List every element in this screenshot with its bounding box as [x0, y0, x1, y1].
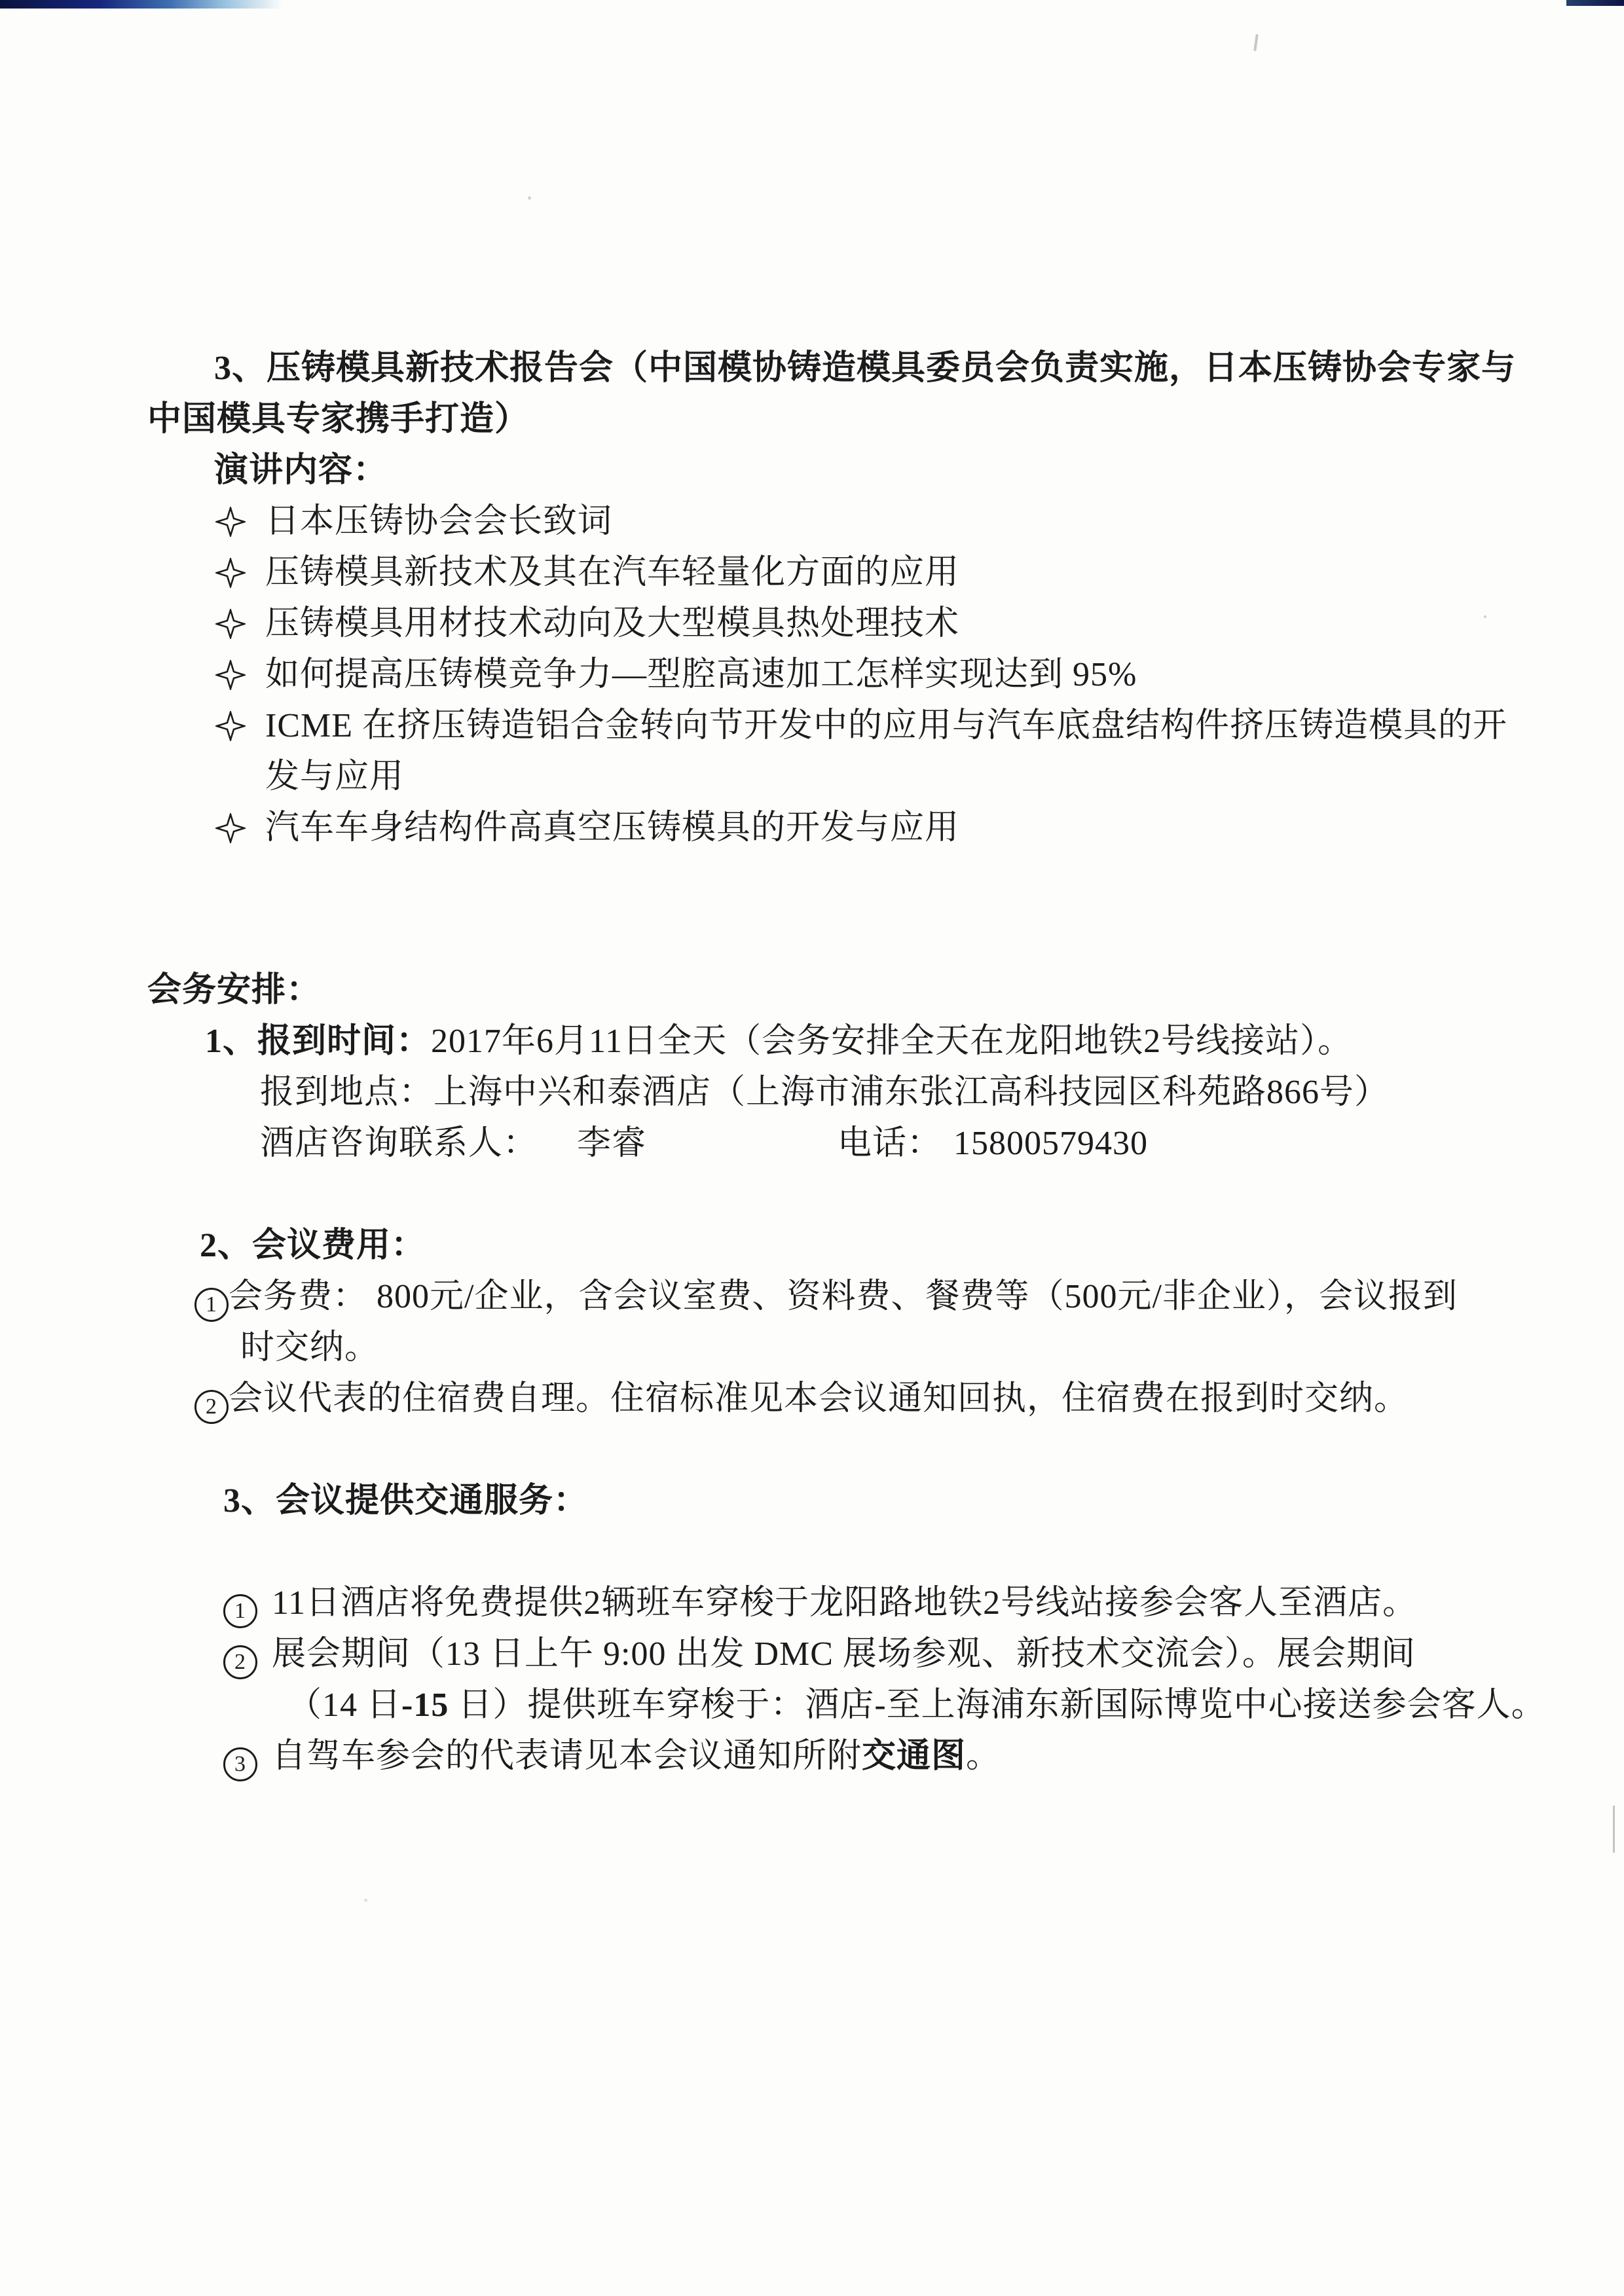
fee-item-2-text: 会议代表的住宿费自理。住宿标准见本会议通知回执，住宿费在报到时交纳。: [229, 1380, 1409, 1417]
speech-content-label: 演讲内容：: [214, 452, 388, 489]
transport-item-2-wrap-bold: -15: [401, 1686, 449, 1724]
report-heading-line2: 中国模具专家携手打造）: [147, 401, 530, 438]
transport-item-2-wrap-pre: （14 日: [287, 1686, 402, 1724]
transport-item-1-text: 11日酒店将免费提供2辆班车穿梭于龙阳路地铁2号线站接参会客人至酒店。: [272, 1584, 1418, 1622]
transport-item-3-post: 。: [966, 1738, 1001, 1775]
four-pointed-star-bullet-icon: [215, 660, 246, 690]
fee-item-1-line2: 时交纳。: [240, 1329, 380, 1366]
arrangement-heading: 会务安排：: [147, 972, 322, 1009]
four-pointed-star-bullet-icon: [215, 711, 246, 741]
circled-number-2-icon: 2: [194, 1390, 229, 1424]
topic-list-item: [147, 496, 1483, 547]
transport-item-3: [147, 1731, 1483, 1782]
hotel-contact-line: [147, 1118, 1483, 1169]
transport-item-3-bold: 交通图: [862, 1738, 967, 1775]
hotel-contact-label: 酒店咨询联系人：: [260, 1125, 538, 1162]
fee-item-2-line: [147, 1374, 1483, 1425]
four-pointed-star-bullet-icon: [215, 507, 246, 537]
topic-list-item: [147, 649, 1483, 701]
phone-label: 电话：: [838, 1125, 942, 1162]
transport-item-2-line1: [147, 1629, 1483, 1680]
topic-text: 汽车车身结构件高真空压铸模具的开发与应用: [265, 809, 960, 847]
topic-wrap-line: 发与应用: [265, 758, 405, 795]
circled-number-2-icon: 2: [223, 1645, 257, 1679]
four-pointed-star-bullet-icon: [215, 609, 246, 639]
transport-item-2-text: 展会期间（13 日上午 9:00 出发 DMC 展场参观、新技术交流会）。展会期间: [272, 1635, 1416, 1673]
topic-text: 日本压铸协会会长致词: [265, 503, 613, 540]
scan-edge-tick: [1613, 1806, 1615, 1853]
transport-item-1: [147, 1578, 1483, 1629]
scan-speck: [1484, 615, 1486, 618]
fee-item-1-text: 会务费： 800元/企业，含会议室费、资料费、餐费等（500元/非企业），会议报到: [229, 1278, 1458, 1315]
phone-number: 15800579430: [953, 1125, 1149, 1162]
topic-text: ICME 在挤压铸造铝合金转向节开发中的应用与汽车底盘结构件挤压铸造模具的开: [265, 707, 1508, 744]
report-heading-line1: 3、压铸模具新技术报告会（中国模协铸造模具委员会负责实施，日本压铸协会专家与: [214, 350, 1517, 387]
topic-text: 如何提高压铸模竞争力—型腔高速加工怎样实现达到 95%: [265, 656, 1137, 693]
topic-list-item: [147, 803, 1483, 854]
transport-item-2-wrap-post: 日）提供班车穿梭于：酒店-至上海浦东新国际博览中心接送参会客人。: [449, 1686, 1546, 1724]
scan-speck: [1253, 34, 1259, 51]
topic-list-item: [147, 701, 1508, 752]
circled-number-3-icon: 3: [223, 1747, 257, 1781]
registration-venue-line: 报到地点：上海中兴和泰酒店（上海市浦东张江高科技园区科苑路866号）: [260, 1074, 1390, 1111]
topic-text: 压铸模具用材技术动向及大型模具热处理技术: [265, 605, 960, 642]
fee-heading: 2、会议费用：: [200, 1227, 426, 1264]
registration-time-line: [147, 1016, 1483, 1067]
registration-time-text: 2017年6月11日全天（会务安排全天在龙阳地铁2号线接站）。: [431, 1023, 1353, 1060]
transport-heading: 3、会议提供交通服务：: [223, 1482, 589, 1520]
scan-speck: [364, 1899, 367, 1902]
hotel-contact-name: 李睿: [577, 1125, 647, 1162]
four-pointed-star-bullet-icon: [215, 813, 246, 843]
registration-time-label: 1、报到时间：: [205, 1023, 432, 1060]
four-pointed-star-bullet-icon: [215, 558, 246, 588]
topic-text: 压铸模具新技术及其在汽车轻量化方面的应用: [265, 554, 960, 591]
transport-item-3-pre: 自驾车参会的代表请见本会议通知所附: [272, 1738, 862, 1775]
topic-list-item: [147, 598, 1483, 649]
scan-edge-artifact-left: [0, 0, 283, 9]
scan-speck: [528, 196, 531, 200]
topic-list-item: [147, 547, 1483, 598]
fee-item-1-line1: [147, 1271, 1483, 1322]
transport-item-2-line2: [147, 1680, 1546, 1731]
circled-number-1-icon: 1: [223, 1594, 257, 1628]
circled-number-1-icon: 1: [194, 1288, 229, 1322]
scan-edge-artifact-right: [1566, 0, 1624, 6]
document-body: [147, 343, 1546, 1782]
